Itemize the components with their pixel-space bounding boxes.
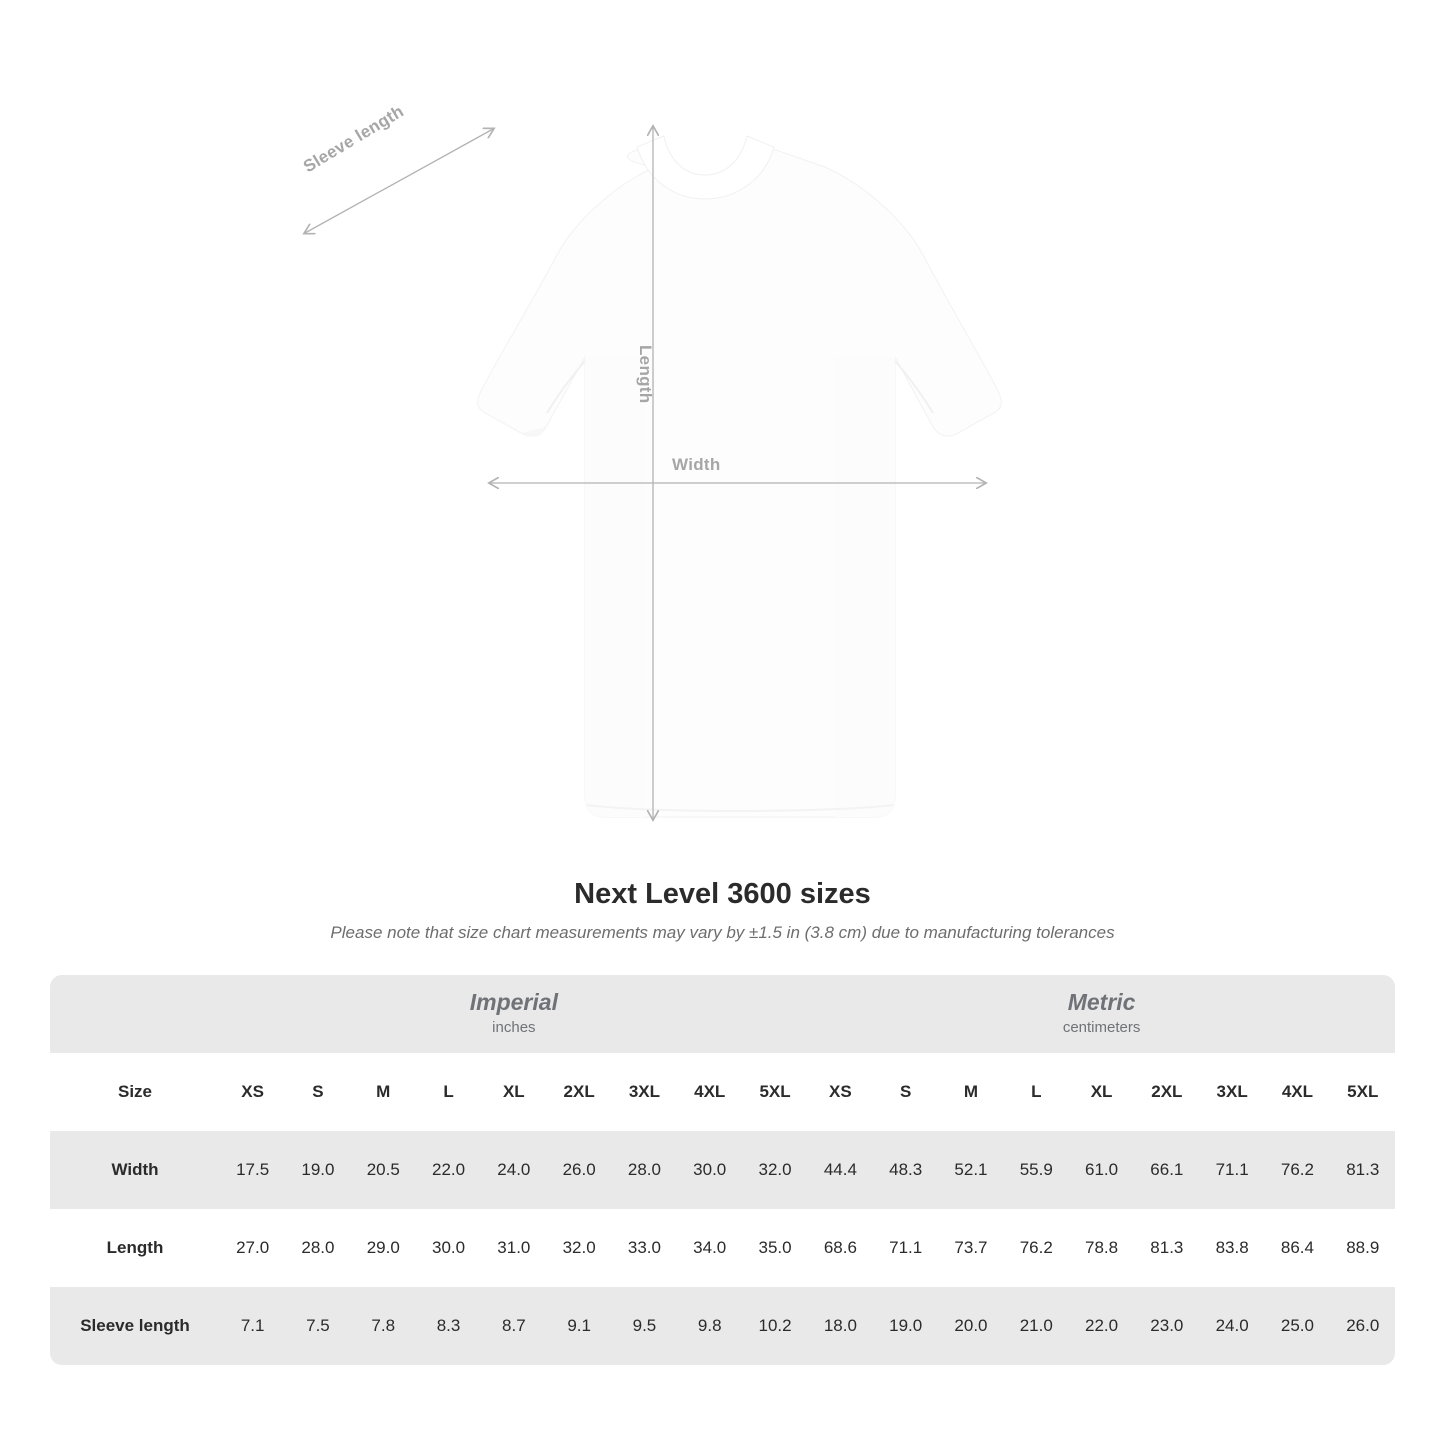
cell-width-metric-2xl: 66.1 (1134, 1131, 1199, 1209)
cell-sleeve-imperial-2xl: 9.1 (546, 1287, 611, 1365)
cell-width-metric-5xl: 81.3 (1330, 1131, 1395, 1209)
cell-sleeve-imperial-xl: 8.7 (481, 1287, 546, 1365)
row-label-length: Length (50, 1209, 220, 1287)
size-header-row (50, 1053, 1395, 1131)
cell-sleeve-imperial-4xl: 9.8 (677, 1287, 742, 1365)
page-title: Next Level 3600 sizes (574, 878, 871, 910)
table-corner-cell (50, 975, 220, 1053)
cell-width-imperial-xl: 24.0 (481, 1131, 546, 1209)
cell-length-imperial-s: 28.0 (285, 1209, 350, 1287)
size-col-imperial-s: S (285, 1053, 350, 1131)
cell-length-metric-3xl: 83.8 (1200, 1209, 1265, 1287)
size-col-metric-s: S (873, 1053, 938, 1131)
system-imperial-name: Imperial (469, 988, 558, 1015)
cell-sleeve-imperial-l: 8.3 (416, 1287, 481, 1365)
table-row (50, 1131, 1395, 1209)
cell-width-metric-xl: 61.0 (1069, 1131, 1134, 1209)
cell-sleeve-metric-5xl: 26.0 (1330, 1287, 1395, 1365)
shirt-illustration (285, 105, 1165, 835)
cell-length-imperial-xl: 31.0 (481, 1209, 546, 1287)
cell-width-metric-l: 55.9 (1004, 1131, 1069, 1209)
title-block (0, 878, 1445, 943)
cell-sleeve-metric-3xl: 24.0 (1200, 1287, 1265, 1365)
cell-width-metric-3xl: 71.1 (1200, 1131, 1265, 1209)
system-imperial-unit: inches (492, 1019, 536, 1037)
tshirt-icon (285, 105, 1165, 835)
cell-width-imperial-4xl: 30.0 (677, 1131, 742, 1209)
row-label-width: Width (50, 1131, 220, 1209)
cell-length-imperial-5xl: 35.0 (742, 1209, 807, 1287)
system-metric (808, 975, 1395, 1053)
cell-sleeve-imperial-xs: 7.1 (220, 1287, 285, 1365)
size-col-metric-xl: XL (1069, 1053, 1134, 1131)
size-header-label: Size (50, 1053, 220, 1131)
cell-width-metric-xs: 44.4 (808, 1131, 873, 1209)
width-label: Width (672, 455, 721, 474)
size-col-imperial-5xl: 5XL (742, 1053, 807, 1131)
row-label-sleeve-length: Sleeve length (50, 1287, 220, 1365)
cell-length-imperial-l: 30.0 (416, 1209, 481, 1287)
cell-width-metric-s: 48.3 (873, 1131, 938, 1209)
size-table-wrapper (50, 975, 1395, 1365)
cell-width-imperial-s: 19.0 (285, 1131, 350, 1209)
cell-sleeve-metric-m: 20.0 (938, 1287, 1003, 1365)
table-row (50, 1287, 1395, 1365)
cell-width-metric-4xl: 76.2 (1265, 1131, 1330, 1209)
cell-length-metric-5xl: 88.9 (1330, 1209, 1395, 1287)
size-col-metric-l: L (1004, 1053, 1069, 1131)
cell-sleeve-metric-2xl: 23.0 (1134, 1287, 1199, 1365)
cell-length-metric-4xl: 86.4 (1265, 1209, 1330, 1287)
cell-length-metric-m: 73.7 (938, 1209, 1003, 1287)
cell-length-metric-xs: 68.6 (808, 1209, 873, 1287)
length-label: Length (636, 345, 655, 404)
cell-sleeve-metric-4xl: 25.0 (1265, 1287, 1330, 1365)
size-col-imperial-4xl: 4XL (677, 1053, 742, 1131)
cell-sleeve-imperial-5xl: 10.2 (742, 1287, 807, 1365)
cell-length-metric-l: 76.2 (1004, 1209, 1069, 1287)
cell-length-imperial-xs: 27.0 (220, 1209, 285, 1287)
size-col-imperial-l: L (416, 1053, 481, 1131)
size-col-metric-3xl: 3XL (1200, 1053, 1265, 1131)
cell-sleeve-metric-l: 21.0 (1004, 1287, 1069, 1365)
size-col-imperial-3xl: 3XL (612, 1053, 677, 1131)
cell-width-imperial-m: 20.5 (351, 1131, 416, 1209)
cell-length-imperial-m: 29.0 (351, 1209, 416, 1287)
size-col-metric-m: M (938, 1053, 1003, 1131)
cell-length-imperial-4xl: 34.0 (677, 1209, 742, 1287)
cell-sleeve-imperial-3xl: 9.5 (612, 1287, 677, 1365)
cell-length-metric-2xl: 81.3 (1134, 1209, 1199, 1287)
size-col-metric-2xl: 2XL (1134, 1053, 1199, 1131)
cell-sleeve-metric-xs: 18.0 (808, 1287, 873, 1365)
cell-width-metric-m: 52.1 (938, 1131, 1003, 1209)
system-imperial (220, 975, 808, 1053)
cell-length-metric-xl: 78.8 (1069, 1209, 1134, 1287)
cell-width-imperial-l: 22.0 (416, 1131, 481, 1209)
cell-length-metric-s: 71.1 (873, 1209, 938, 1287)
cell-sleeve-imperial-m: 7.8 (351, 1287, 416, 1365)
cell-sleeve-imperial-s: 7.5 (285, 1287, 350, 1365)
cell-sleeve-metric-s: 19.0 (873, 1287, 938, 1365)
size-col-imperial-2xl: 2XL (546, 1053, 611, 1131)
cell-length-imperial-3xl: 33.0 (612, 1209, 677, 1287)
cell-sleeve-metric-xl: 22.0 (1069, 1287, 1134, 1365)
sleeve-length-label: Sleeve length (300, 101, 408, 177)
size-col-metric-xs: XS (808, 1053, 873, 1131)
size-col-imperial-m: M (351, 1053, 416, 1131)
system-metric-unit: centimeters (1062, 1019, 1141, 1037)
cell-width-imperial-3xl: 28.0 (612, 1131, 677, 1209)
size-col-imperial-xs: XS (220, 1053, 285, 1131)
size-col-imperial-xl: XL (481, 1053, 546, 1131)
table-row (50, 1209, 1395, 1287)
size-table (50, 975, 1395, 1365)
size-col-metric-5xl: 5XL (1330, 1053, 1395, 1131)
size-col-metric-4xl: 4XL (1265, 1053, 1330, 1131)
system-metric-name: Metric (1067, 988, 1136, 1015)
tolerance-note: Please note that size chart measurements may vary by ±1.5 in (3.8 cm) due to manufacturing tolerances (330, 923, 1115, 942)
cell-width-imperial-5xl: 32.0 (742, 1131, 807, 1209)
cell-width-imperial-xs: 17.5 (220, 1131, 285, 1209)
cell-length-imperial-2xl: 32.0 (546, 1209, 611, 1287)
cell-width-imperial-2xl: 26.0 (546, 1131, 611, 1209)
system-header-row (50, 975, 1395, 1053)
